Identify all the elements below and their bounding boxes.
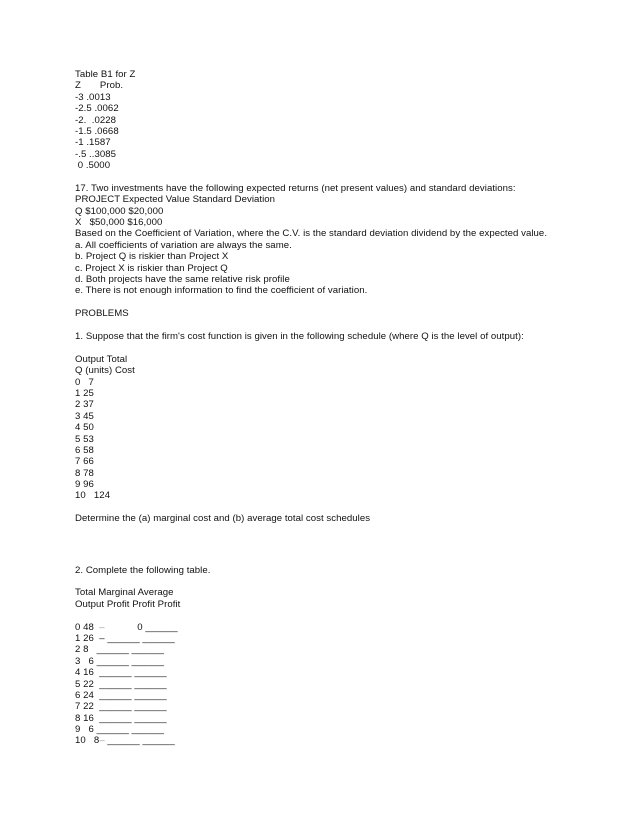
spacer — [75, 172, 575, 183]
spacer — [75, 320, 575, 331]
q17-option-e: e. There is not enough information to find the coefficient of variation. — [75, 285, 368, 297]
table-row: 0 .5000 — [75, 160, 111, 172]
spacer — [75, 576, 575, 587]
problem-1-header-1: Output Total — [75, 353, 128, 365]
table-row: -2.5 .0062 — [75, 103, 119, 115]
table-row: -3 .0013 — [75, 91, 111, 103]
q17-stem: Based on the Coefficient of Variation, where the C.V. is the standard deviation dividend by the expected value. — [75, 228, 548, 240]
table-row: 3 45 — [75, 410, 94, 422]
dash-mark: – — [93, 621, 111, 633]
row-0-values: 0 48 — [75, 621, 94, 633]
table-row: 1 26 – ______ ______ — [75, 632, 175, 644]
row-0-blanks: 0 ______ — [110, 621, 178, 633]
table-row: 3 6 ______ ______ — [75, 655, 164, 667]
problem-2-text: 2. Complete the following table. — [75, 564, 211, 576]
table-row: 4 16 ______ ______ — [75, 667, 167, 679]
table-row: -1.5 .0668 — [75, 125, 119, 137]
table-row: 6 24 ______ ______ — [75, 689, 167, 701]
question-17: 17. Two investments have the following expected returns (net present values) and standard deviations: — [75, 182, 516, 194]
table-row: 9 6 ______ ______ — [75, 724, 164, 736]
table-row: 1 25 — [75, 387, 94, 399]
q17-option-d: d. Both projects have the same relative risk profile — [75, 274, 290, 286]
problem-2-header-2: Output Profit Profit Profit — [75, 598, 181, 610]
q17-option-c: c. Project X is riskier than Project Q — [75, 262, 228, 274]
problem-2-header-1: Total Marginal Average — [75, 587, 174, 599]
q17-option-a: a. All coefficients of variation are always the same. — [75, 239, 292, 251]
table-row: 2 8 ______ ______ — [75, 644, 164, 656]
spacer — [75, 342, 575, 353]
q17-option-b: b. Project Q is riskier than Project X — [75, 251, 229, 263]
table-row: 9 96 — [75, 479, 94, 491]
table-row: 6 58 — [75, 444, 94, 456]
table-row: -2. .0228 — [75, 114, 117, 126]
spacer — [75, 502, 575, 513]
problem-1-instruction: Determine the (a) marginal cost and (b) average total cost schedules — [75, 513, 371, 525]
table-row: 8 78 — [75, 467, 94, 479]
table-row: -.5 ..3085 — [75, 148, 117, 160]
problem-1-header-2: Q (units) Cost — [75, 365, 135, 377]
table-row: 10 124 — [75, 490, 111, 502]
table-row — [75, 735, 575, 746]
table-b1-header: Z Prob. — [75, 80, 124, 92]
table-row: Q $100,000 $20,000 — [75, 205, 164, 217]
problem-1-text: 1. Suppose that the firm's cost function is given in the following schedule (where Q is the level of output): — [75, 330, 524, 342]
table-row: 7 66 — [75, 456, 94, 468]
table-row: 7 22 ______ ______ — [75, 701, 167, 713]
document-page — [75, 69, 575, 747]
table-row: 5 53 — [75, 433, 94, 445]
row-10-blanks: ______ ______ — [104, 735, 175, 747]
table-row — [75, 622, 575, 633]
spacer — [75, 297, 575, 308]
spacer — [75, 610, 575, 621]
problems-heading: PROBLEMS — [75, 308, 129, 320]
table-row: 4 50 — [75, 422, 94, 434]
table-row: 2 37 — [75, 399, 94, 411]
table-row: 0 7 — [75, 376, 94, 388]
table-row: 8 16 ______ ______ — [75, 712, 167, 724]
table-b1-title: Table B1 for Z — [75, 69, 136, 80]
spacer — [75, 525, 575, 565]
table-row: 5 22 ______ ______ — [75, 678, 167, 690]
table-row: -1 .1587 — [75, 137, 111, 149]
q17-table-header: PROJECT Expected Value Standard Deviation — [75, 194, 276, 206]
table-row: X $50,000 $16,000 — [75, 217, 163, 229]
dash-mark: – — [99, 735, 105, 747]
row-10-values: 10 8 — [75, 735, 100, 747]
